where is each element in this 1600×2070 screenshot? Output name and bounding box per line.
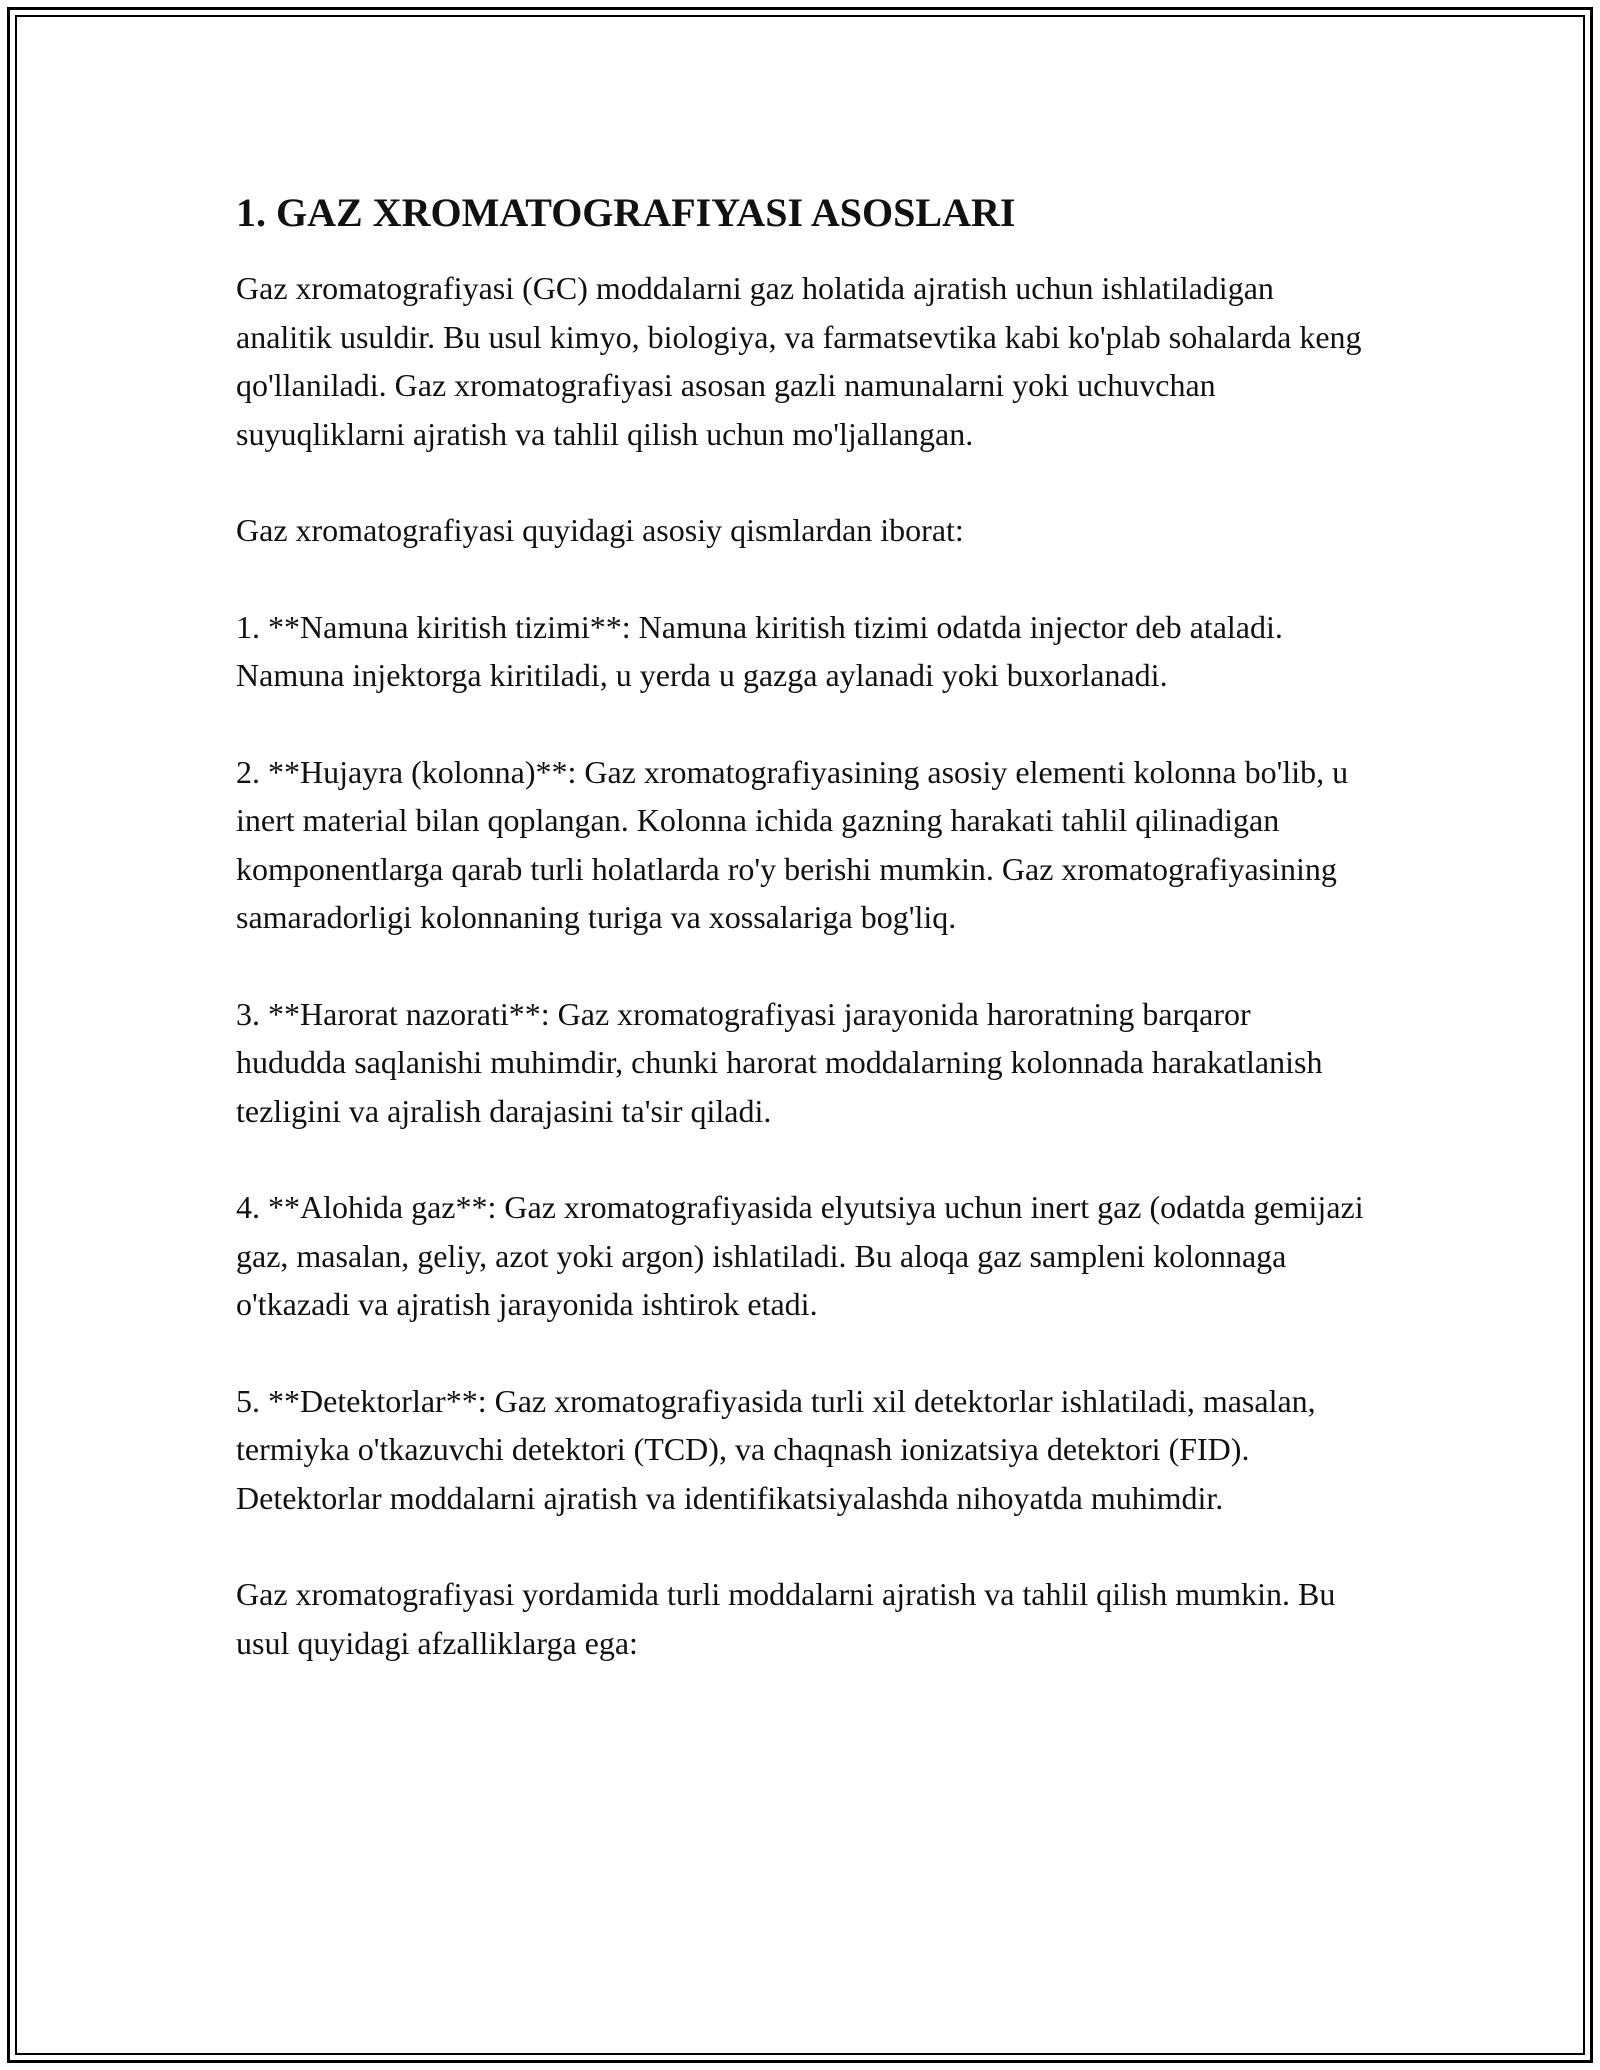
list-item-column: 2. **Hujayra (kolonna)**: Gaz xromatografiyasining asosiy elementi kolonna bo'lib, u inert material bilan qoplangan. Kolonna ichida gazning harakati tahlil qilinadigan komponentlarga qarab turli holatlarda ro'y berishi mumkin. Gaz xromatografiyasining samaradorligi kolonnaning turiga va xossalariga bog'liq. [236, 753, 1349, 935]
list-item-sample-injection: 1. **Namuna kiritish tizimi**: Namuna kiritish tizimi odatda injector deb ataladi. Namuna injektorga kiritiladi, u yerda u gazga aylanadi yoki buxorlanadi. [236, 608, 1283, 693]
paragraph-intro: Gaz xromatografiyasi (GC) moddalarni gaz holatida ajratish uchun ishlatiladigan analitik usuldir. Bu usul kimyo, biologiya, va farmatsevtika kabi ko'plab sohalarda keng qo'llaniladi. Gaz xromatografiyasi asosan gazli namunalarni yoki uchuvchan suyuqliklarni ajratish va tahlil qilish uchun mo'ljallangan. [236, 270, 1362, 452]
list-item-carrier-gas: 4. **Alohida gaz**: Gaz xromatografiyasida elyutsiya uchun inert gaz (odatda gemijazi gaz, masalan, geliy, azot yoki argon) ishlatiladi. Bu aloqa gaz sampleni kolonnaga o'tkazadi va ajratish jarayonida ishtirok etadi. [236, 1189, 1364, 1322]
section-heading: 1. GAZ XROMATOGRAFIYASI ASOSLARI [236, 190, 1016, 235]
list-item-temperature-control: 3. **Harorat nazorati**: Gaz xromatografiyasi jarayonida haroratning barqaror hududda saqlanishi muhimdir, chunki harorat moddalarning kolonnada harakatlanish tezligini va ajralish darajasini ta'sir qiladi. [236, 995, 1323, 1129]
list-item-detectors: 5. **Detektorlar**: Gaz xromatografiyasida turli xil detektorlar ishlatiladi, masalan, termiyka o'tkazuvchi detektori (TCD), va chaqnash ionizatsiya detektori (FID). Detektorlar moddalarni ajratish va identifikatsiyalashda nihoyatda muhimdir. [236, 1382, 1316, 1516]
paragraph-components-lead: Gaz xromatografiyasi quyidagi asosiy qismlardan iborat: [236, 512, 964, 548]
document-body [236, 184, 1366, 1715]
paragraph-advantages-lead: Gaz xromatografiyasi yordamida turli moddalarni ajratish va tahlil qilish mumkin. Bu usul quyidagi afzalliklarga ega: [236, 1576, 1336, 1661]
